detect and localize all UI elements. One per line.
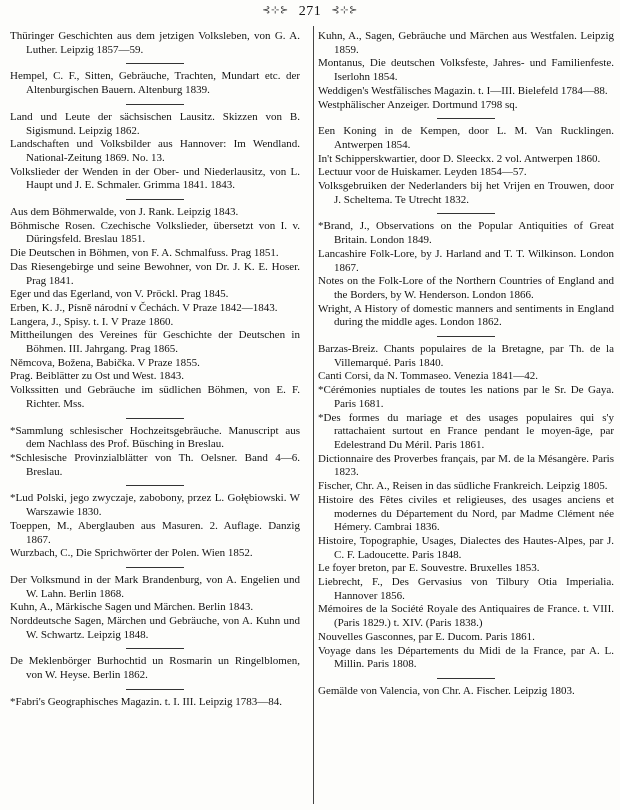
bibliography-entry: *Brand, J., Observations on the Popular Antiquities of Great Britain. London 1849. [318, 220, 614, 247]
entry-group [10, 574, 300, 643]
bibliography-entry: Liebrecht, F., Des Gervasius von Tilbury Otia Imperialia. Hannover 1856. [318, 576, 614, 602]
bibliography-entry: Thüringer Geschichten aus dem jetzigen Volksleben, von G. A. Luther. Leipzig 1857—59. [10, 30, 300, 56]
bibliography-entry: Weddigen's Westfälisches Magazin. t. I—III. Bielefeld 1784—88. [318, 84, 608, 97]
bibliography-entry: Voyage dans les Départements du Midi de la France, par A. L. Millin. Paris 1808. [318, 644, 614, 671]
bibliography-entry: Norddeutsche Sagen, Märchen und Gebräuche, von A. Kuhn und W. Schwartz. Leipzig 1848. [10, 615, 300, 641]
right-column [318, 30, 614, 699]
bibliography-entry: Hempel, C. F., Sitten, Gebräuche, Trachten, Mundart etc. der Altenburgischen Bauern. Altenburg 1839. [10, 70, 300, 97]
bibliography-entry: De Meklenbörger Burhochtid un Rosmarin un Ringelblomen, von W. Heyse. Berlin 1862. [10, 655, 300, 682]
bibliography-entry: In't Schipperskwartier, door D. Sleeckx. 2 vol. Antwerpen 1860. [318, 152, 601, 165]
ornament-left-icon: ⊰⊹⊱ [262, 5, 289, 16]
column-divider [313, 26, 314, 804]
bibliography-entry: *Schlesische Provinzialblätter von Th. Oelsner. Band 4—6. Breslau. [10, 451, 300, 478]
left-column [10, 30, 300, 710]
bibliography-entry: Land und Leute der sächsischen Lausitz. Skizzen von B. Sigismund. Leipzig 1862. [10, 110, 300, 137]
bibliography-entry: Lectuur voor de Huiskamer. Leyden 1854—57. [318, 166, 527, 179]
bibliography-entry: *Sammlung schlesischer Hochzeitsgebräuche. Manuscript aus dem Nachlass des Prof. Büsching in Breslau. [10, 424, 300, 451]
group-separator [126, 689, 184, 690]
entry-group [318, 220, 614, 330]
bibliography-entry: *Des formes du mariage et des usages populaires qui s'y rattachaient surtout en France pendant le moyen-âge, par Edelestrand Du Méril. Paris 1861. [318, 411, 614, 451]
bibliography-entry: Kuhn, A., Sagen, Gebräuche und Märchen aus Westfalen. Leipzig 1859. [318, 30, 614, 56]
bibliography-entry: Erben, K. J., Písně národní v Čechách. V Praze 1842—1843. [10, 301, 278, 314]
bibliography-entry: Aus dem Böhmerwalde, von J. Rank. Leipzig 1843. [10, 206, 239, 219]
bibliography-entry: Kuhn, A., Märkische Sagen und Märchen. Berlin 1843. [10, 601, 254, 614]
bibliography-entry: Toeppen, M., Aberglauben aus Masuren. 2. Auflage. Danzig 1867. [10, 519, 300, 546]
bibliography-entry: Volkslieder der Wenden in der Ober- und Niederlausitz, von L. Haupt und J. E. Schmaler. Grimma 1841. 1843. [10, 165, 300, 192]
bibliography-entry: Mittheilungen des Vereines für Geschichte der Deutschen in Böhmen. III. Jahrgang. Prag 1865. [10, 329, 300, 356]
bibliography-entry: Le foyer breton, par E. Souvestre. Bruxelles 1853. [318, 562, 540, 575]
bibliography-entry: Nouvelles Gasconnes, par E. Ducom. Paris 1861. [318, 630, 535, 643]
page-number: 271 [298, 4, 322, 19]
bibliography-entry: Prag. Beiblätter zu Ost und West. 1843. [10, 370, 184, 383]
entry-group [10, 30, 300, 57]
bibliography-entry: Lancashire Folk-Lore, by J. Harland and T. T. Wilkinson. London 1867. [318, 247, 614, 274]
group-separator [126, 485, 184, 486]
bibliography-entry: Eger und das Egerland, von V. Pröckl. Prag 1845. [10, 288, 229, 301]
bibliography-entry: Fischer, Chr. A., Reisen in das südliche Frankreich. Leipzig 1805. [318, 480, 608, 493]
bibliography-entry: Volksgebruiken der Nederlanders bij het Vrijen en Trouwen, door J. Scheltema. Te Utrecht 1832. [318, 180, 614, 206]
group-separator [437, 336, 495, 337]
entry-group [10, 70, 300, 97]
entry-group [10, 206, 300, 412]
bibliography-entry: Die Deutschen in Böhmen, von F. A. Schmalfuss. Prag 1851. [10, 247, 279, 260]
bibliography-entry: Volkssitten und Gebräuche im südlichen Böhmen, von E. F. Richter. Mss. [10, 384, 300, 410]
bibliography-entry: *Fabri's Geographisches Magazin. t. I. III. Leipzig 1783—84. [10, 695, 283, 708]
group-separator [437, 678, 495, 679]
bibliography-entry: Notes on the Folk-Lore of the Northern Countries of England and the Borders, by W. Henderson. London 1866. [318, 275, 614, 301]
bibliography-entry: Westphälischer Anzeiger. Dortmund 1798 sq. [318, 98, 518, 111]
entry-group [10, 111, 300, 193]
bibliography-entry: Der Volksmund in der Mark Brandenburg, von A. Engelien und W. Lahn. Berlin 1868. [10, 573, 300, 600]
bibliography-entry: *Lud Polski, jego zwyczaje, zabobony, przez L. Gołębiowski. W Warszawie 1830. [10, 492, 300, 519]
entry-group [10, 492, 300, 561]
bibliography-entry: Een Koning in de Kempen, door L. M. Van Rucklingen. Antwerpen 1854. [318, 125, 614, 151]
bibliography-entry: Gemälde von Valencia, von Chr. A. Fischer. Leipzig 1803. [318, 684, 575, 697]
entry-group [318, 343, 614, 672]
entry-group [10, 425, 300, 480]
bibliography-entry: Böhmische Rosen. Czechische Volkslieder, übersetzt von I. v. Düringsfeld. Breslau 1851. [10, 219, 300, 246]
bibliography-entry: Canti Corsi, da N. Tommaseo. Venezia 1841—42. [318, 370, 539, 383]
group-separator [126, 199, 184, 200]
bibliography-entry: Dictionnaire des Proverbes français, par M. de la Mésangère. Paris 1823. [318, 452, 614, 479]
bibliography-entry: *Cérémonies nuptiales de toutes les nations par le Sr. De Gaya. Paris 1681. [318, 384, 614, 410]
bibliography-entry: Wurzbach, C., Die Sprichwörter der Polen. Wien 1852. [10, 547, 253, 560]
bibliography-entry: Landschaften und Volksbilder aus Hannover: Im Wendland. National-Zeitung 1869. No. 13. [10, 138, 300, 164]
entry-group [318, 685, 614, 699]
bibliography-entry: Langera, J., Spisy. t. I. V Praze 1860. [10, 315, 174, 328]
entry-group [10, 696, 300, 710]
group-separator [126, 104, 184, 105]
entry-group [318, 125, 614, 207]
bibliography-entry: Montanus, Die deutschen Volksfeste, Jahres- und Familienfeste. Iserlohn 1854. [318, 57, 614, 84]
ornament-right-icon: ⊰⊹⊱ [331, 5, 358, 16]
bibliography-entry: Das Riesengebirge und seine Bewohner, von Dr. J. K. E. Hoser. Prag 1841. [10, 260, 300, 287]
group-separator [437, 118, 495, 119]
page-header [0, 4, 620, 20]
bibliography-entry: Wright, A History of domestic manners and sentiments in England during the middle ages. London 1862. [318, 302, 614, 329]
group-separator [437, 213, 495, 214]
bibliography-entry: Histoire des Fêtes civiles et religieuses, des usages anciens et modernes du Département du Nord, par Madme Clément née Hémery. Cambrai 1836. [318, 493, 614, 534]
bibliography-entry: Barzas-Breiz. Chants populaires de la Bretagne, par Th. de la Villemarqué. Paris 1840. [318, 343, 614, 369]
bibliography-entry: Mémoires de la Société Royale des Antiquaires de France. t. VIII. (Paris 1829.) t. XIV. (Paris 1838.) [318, 603, 614, 630]
entry-group [318, 30, 614, 112]
group-separator [126, 648, 184, 649]
group-separator [126, 63, 184, 64]
bibliography-entry: Němcova, Božena, Babička. V Praze 1855. [10, 356, 200, 369]
entry-group [10, 655, 300, 682]
group-separator [126, 418, 184, 419]
bibliography-entry: Histoire, Topographie, Usages, Dialectes des Hautes-Alpes, par J. C. F. Ladoucette. Paris 1848. [318, 534, 614, 561]
group-separator [126, 567, 184, 568]
